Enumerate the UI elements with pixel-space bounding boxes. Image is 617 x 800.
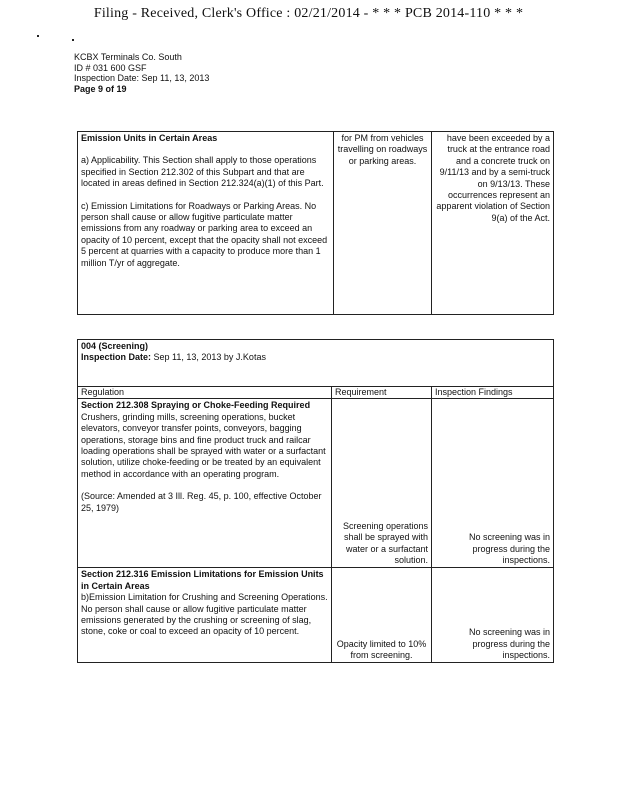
requirement-cell bbox=[332, 399, 432, 568]
unit-header bbox=[78, 340, 554, 379]
filing-stamp: Filing - Received, Clerk's Office : 02/21/2014 - * * * PCB 2014-110 * * * bbox=[93, 6, 524, 21]
regulation-title: Section 212.316 Emission Limitations for Emission Units in Certain Areas bbox=[81, 569, 324, 591]
unit-name: 004 (Screening) bbox=[81, 341, 149, 351]
company-name: KCBX Terminals Co. South bbox=[74, 52, 182, 62]
scan-speck bbox=[37, 35, 39, 37]
regulation-title: Emission Units in Certain Areas bbox=[81, 133, 218, 143]
column-header-findings: Inspection Findings bbox=[432, 387, 554, 399]
requirement-text: Screening operations shall be sprayed with water or a surfactant solution. bbox=[342, 520, 428, 565]
emission-units-table bbox=[77, 131, 554, 315]
unit-inspection bbox=[81, 352, 550, 363]
regulation-source: (Source: Amended at 3 Ill. Reg. 45, p. 100, effective October 25, 1979) bbox=[81, 491, 322, 513]
regulation-title: Section 212.308 Spraying or Choke-Feeding Required bbox=[81, 400, 311, 411]
regulation-cell bbox=[78, 132, 334, 315]
finding-cell bbox=[432, 399, 554, 568]
screening-table bbox=[77, 339, 554, 663]
inspection-label: Inspection Date: bbox=[81, 352, 152, 363]
scan-speck bbox=[72, 39, 74, 41]
finding-cell: have been exceeded by a truck at the entrance road and a concrete truck on 9/11/13 and by a semi-truck on 9/13/13. These occurrences represent an apparent violation of Section 9(a) of the Act. bbox=[432, 132, 554, 315]
inspection-value: Sep 11, 13, 2013 by J.Kotas bbox=[153, 352, 266, 363]
finding-cell bbox=[432, 568, 554, 663]
finding-text: No screening was in progress during the inspections. bbox=[468, 532, 550, 565]
column-header-requirement: Requirement bbox=[332, 387, 432, 399]
requirement-cell: for PM from vehicles travelling on roadways or parking areas. bbox=[334, 132, 432, 315]
requirement-cell bbox=[332, 568, 432, 663]
requirement-text: Opacity limited to 10% from screening. bbox=[336, 638, 427, 660]
page-number: Page 9 of 19 bbox=[74, 83, 127, 94]
regulation-body: Crushers, grinding mills, screening operations, bucket elevators, conveyor transfer points, conveyors, bagging operations, storage bins and fine product truck and railcar loading operations shall be sprayed with water or a surfactant solution, utilize choke-feeding or be treated by an equivalent method in accordance with an operating program. bbox=[81, 411, 326, 479]
table-row bbox=[78, 568, 332, 663]
facility-id: ID # 031 600 GSF bbox=[74, 62, 147, 73]
document-header bbox=[74, 52, 209, 94]
paragraph-a: a) Applicability. This Section shall apply to those operations specified in Section 212.302 of this Subpart and that are located in areas defined in Section 212.324(a)(1) of this Part. bbox=[81, 155, 324, 189]
finding-text: No screening was in progress during the inspections. bbox=[468, 627, 550, 660]
column-header-regulation: Regulation bbox=[78, 387, 332, 399]
blank-row bbox=[78, 378, 554, 387]
paragraph-c: c) Emission Limitations for Roadways or Parking Areas. No person shall cause or allow fugitive particulate matter emissions from any roadway or parking area to exceed an opacity of 10 percent, except that the opacity shall not exceed 5 percent at quarries with a capacity to produce more than 1 million T/yr of aggregate. bbox=[81, 200, 328, 268]
regulation-body: b)Emission Limitation for Crushing and Screening Operations. No person shall cause or allow fugitive particulate matter emissions generated by the crushing or screening of slag, stone, coke or coal to exceed an opacity of 10 percent. bbox=[81, 592, 328, 637]
table-row bbox=[78, 399, 332, 568]
inspection-date: Inspection Date: Sep 11, 13, 2013 bbox=[74, 73, 210, 83]
